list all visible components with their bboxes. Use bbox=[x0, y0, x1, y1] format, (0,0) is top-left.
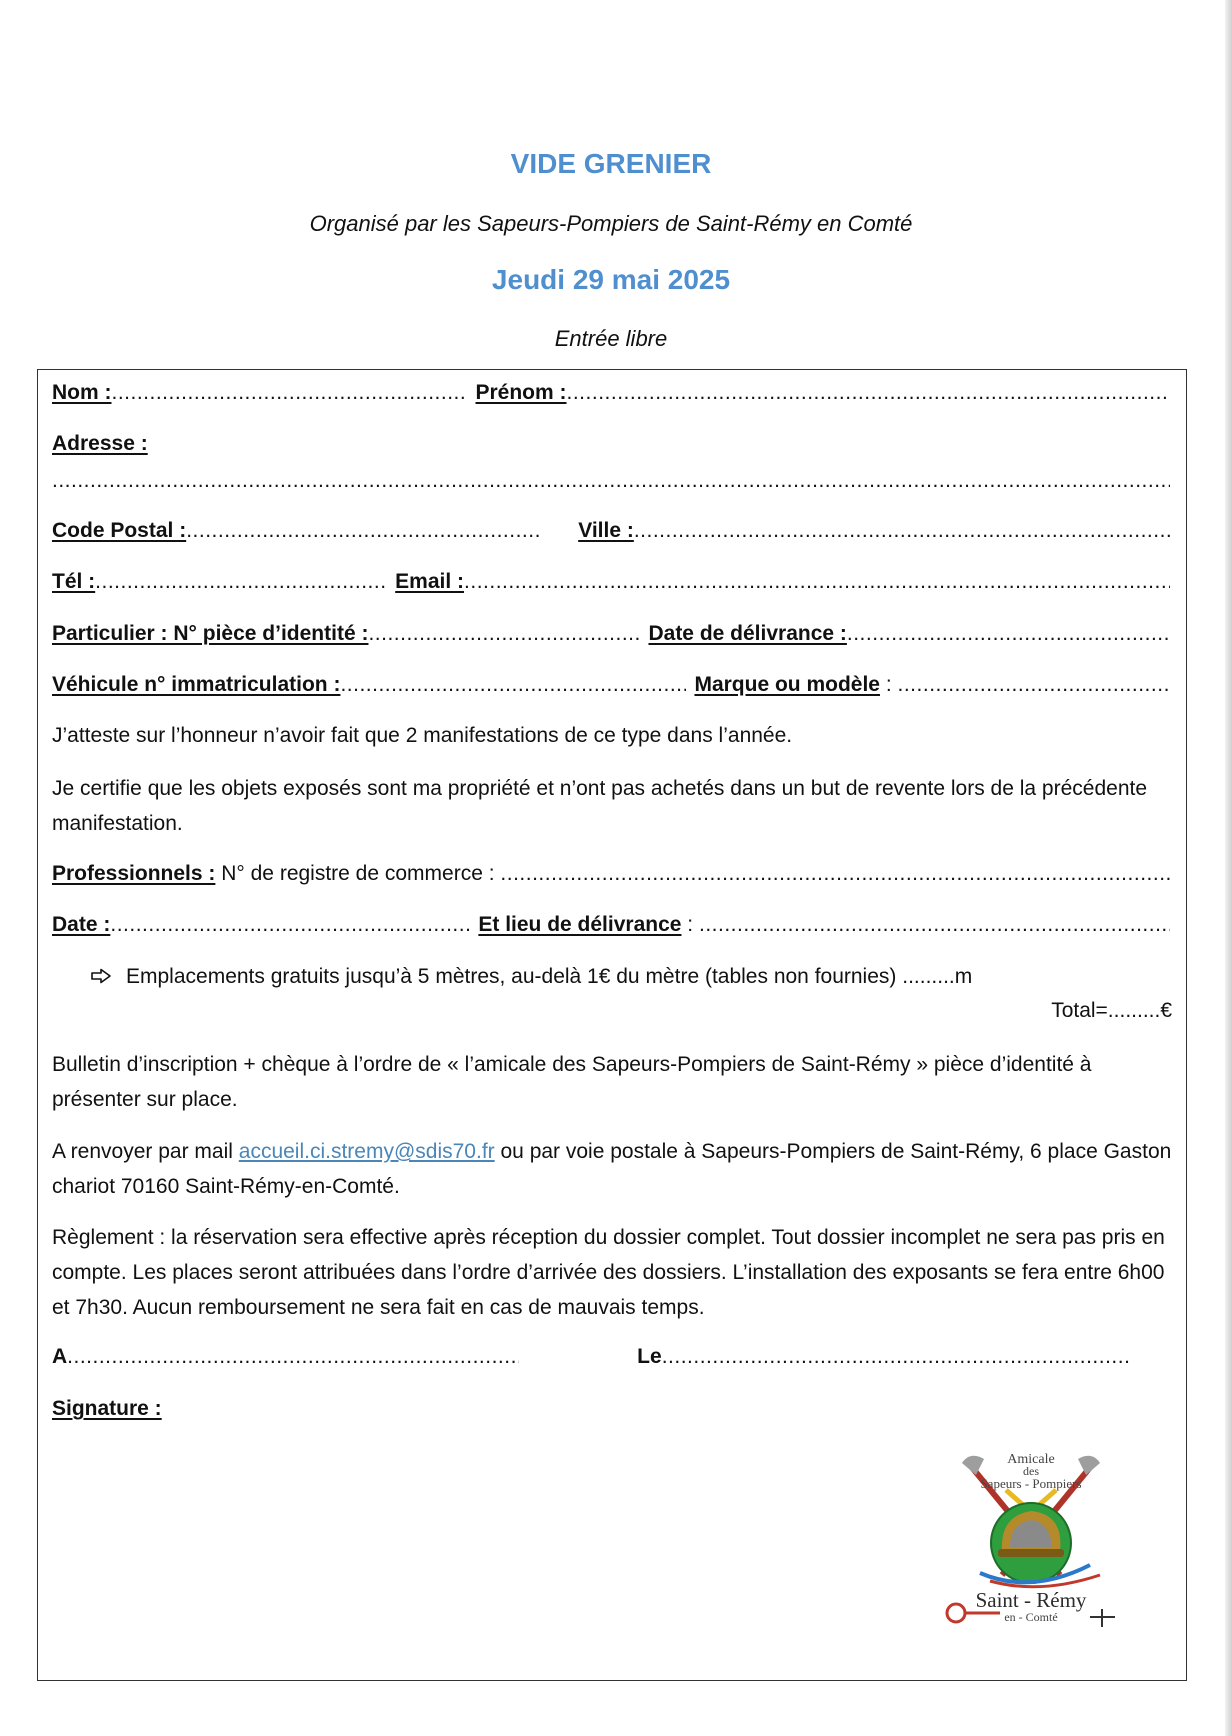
certification-text: Je certifie que les objets exposés sont ma propriété et n’ont pas achetés dans un but de revente lors de la précédente manifestation. bbox=[52, 777, 1148, 835]
logo-line3: Sapeurs - Pompiers bbox=[980, 1476, 1082, 1491]
lieu-field[interactable] bbox=[699, 910, 1170, 940]
adresse-label: Adresse : bbox=[52, 432, 148, 455]
email-field[interactable] bbox=[464, 567, 1170, 597]
particulier-row bbox=[52, 619, 1170, 649]
nom-field[interactable] bbox=[112, 378, 468, 408]
place-date-row bbox=[52, 1342, 1170, 1372]
marque-colon: : bbox=[885, 673, 892, 696]
id-number-field[interactable] bbox=[368, 619, 640, 649]
le-field[interactable] bbox=[662, 1342, 1132, 1372]
marque-label: Marque ou modèle bbox=[694, 673, 880, 696]
entry-note: Entrée libre bbox=[554, 326, 668, 351]
registre-field[interactable] bbox=[500, 859, 1170, 889]
signature-label: Signature : bbox=[52, 1397, 162, 1420]
tel-field[interactable] bbox=[95, 567, 387, 597]
date-label: Date : bbox=[52, 913, 111, 936]
date-lieu-row bbox=[52, 910, 1170, 940]
attestation-text: J’atteste sur l’honneur n’avoir fait que 2 manifestations de ce type dans l’année. bbox=[52, 724, 793, 747]
a-field[interactable] bbox=[67, 1342, 519, 1372]
vehicule-label: Véhicule n° immatriculation : bbox=[52, 673, 341, 696]
registre-label: N° de registre de commerce : bbox=[221, 862, 495, 885]
total-text: Total=.........€ bbox=[1051, 999, 1172, 1022]
arrow-right-icon bbox=[90, 962, 126, 992]
logo-line5: en - Comté bbox=[1004, 1610, 1058, 1624]
adresse-field[interactable] bbox=[52, 466, 1170, 496]
date-delivrance-label: Date de délivrance : bbox=[648, 622, 847, 645]
email-label: Email : bbox=[395, 570, 465, 593]
renvoyer-suffix: ou par voie postale à Sapeurs-Pompiers de Saint-Rémy, 6 place Gaston chariot 70160 Saint-Rémy-en-Comté. bbox=[52, 1140, 1172, 1198]
nom-label: Nom : bbox=[52, 381, 112, 404]
event-date: Jeudi 29 mai 2025 bbox=[491, 264, 731, 295]
ville-label: Ville : bbox=[578, 519, 634, 542]
name-row bbox=[52, 378, 1170, 408]
email-link[interactable]: accueil.ci.stremy@sdis70.fr bbox=[238, 1140, 495, 1163]
emplacements-row bbox=[90, 962, 1170, 992]
amicale-logo bbox=[940, 1445, 1122, 1630]
total-row bbox=[52, 996, 1172, 1026]
bulletin-text: Bulletin d’inscription + chèque à l’ordre de « l’amicale des Sapeurs-Pompiers de Saint-Rémy » pièce d’identité à présenter sur place. bbox=[52, 1053, 1092, 1111]
code-postal-row bbox=[52, 516, 1170, 546]
adresse-row bbox=[52, 429, 1170, 459]
page-title: VIDE GRENIER bbox=[510, 148, 712, 179]
le-label: Le bbox=[637, 1345, 662, 1368]
renvoyer-prefix: A renvoyer par mail bbox=[52, 1140, 233, 1163]
immatriculation-field[interactable] bbox=[340, 670, 686, 700]
renvoyer-text bbox=[52, 1134, 1172, 1204]
professionnels-label: Professionnels : bbox=[52, 862, 216, 885]
tel-label: Tél : bbox=[52, 570, 96, 593]
signature-row bbox=[52, 1394, 1170, 1424]
prenom-field[interactable] bbox=[567, 378, 1170, 408]
contact-row bbox=[52, 567, 1170, 597]
date-delivrance-field[interactable] bbox=[847, 619, 1170, 649]
marque-field[interactable] bbox=[898, 670, 1170, 700]
lieu-label: Et lieu de délivrance bbox=[478, 913, 682, 936]
a-label: A bbox=[52, 1345, 68, 1368]
logo-line4: Saint - Rémy bbox=[975, 1588, 1087, 1612]
particulier-label: Particulier : N° pièce d’identité : bbox=[52, 622, 369, 645]
vehicule-row bbox=[52, 670, 1170, 700]
page-edge bbox=[1225, 0, 1232, 1736]
code-postal-field[interactable] bbox=[186, 516, 542, 546]
adresse-line-row bbox=[52, 466, 1170, 496]
emplacements-text: Emplacements gratuits jusqu’à 5 mètres, au-delà 1€ du mètre (tables non fournies) .........m bbox=[126, 965, 973, 988]
logo-line2: des bbox=[1023, 1464, 1039, 1478]
lieu-colon: : bbox=[687, 913, 694, 936]
logo-line1: Amicale bbox=[1007, 1452, 1055, 1467]
organizer-subtitle: Organisé par les Sapeurs-Pompiers de Saint-Rémy en Comté bbox=[309, 211, 913, 236]
reglement-text: Règlement : la réservation sera effective après réception du dossier complet. Tout dossier incomplet ne sera pas pris en compte. Les places seront attribuées dans l’ordre d’arrivée des dossiers. L’installation des exposants se fera entre 6h00 et 7h30. Aucun remboursement ne sera fait en cas de mauvais temps. bbox=[52, 1226, 1165, 1319]
ville-field[interactable] bbox=[634, 516, 1170, 546]
code-postal-label: Code Postal : bbox=[52, 519, 187, 542]
date-field[interactable] bbox=[110, 910, 470, 940]
prenom-label: Prénom : bbox=[475, 381, 567, 404]
professionnels-row bbox=[52, 859, 1170, 889]
